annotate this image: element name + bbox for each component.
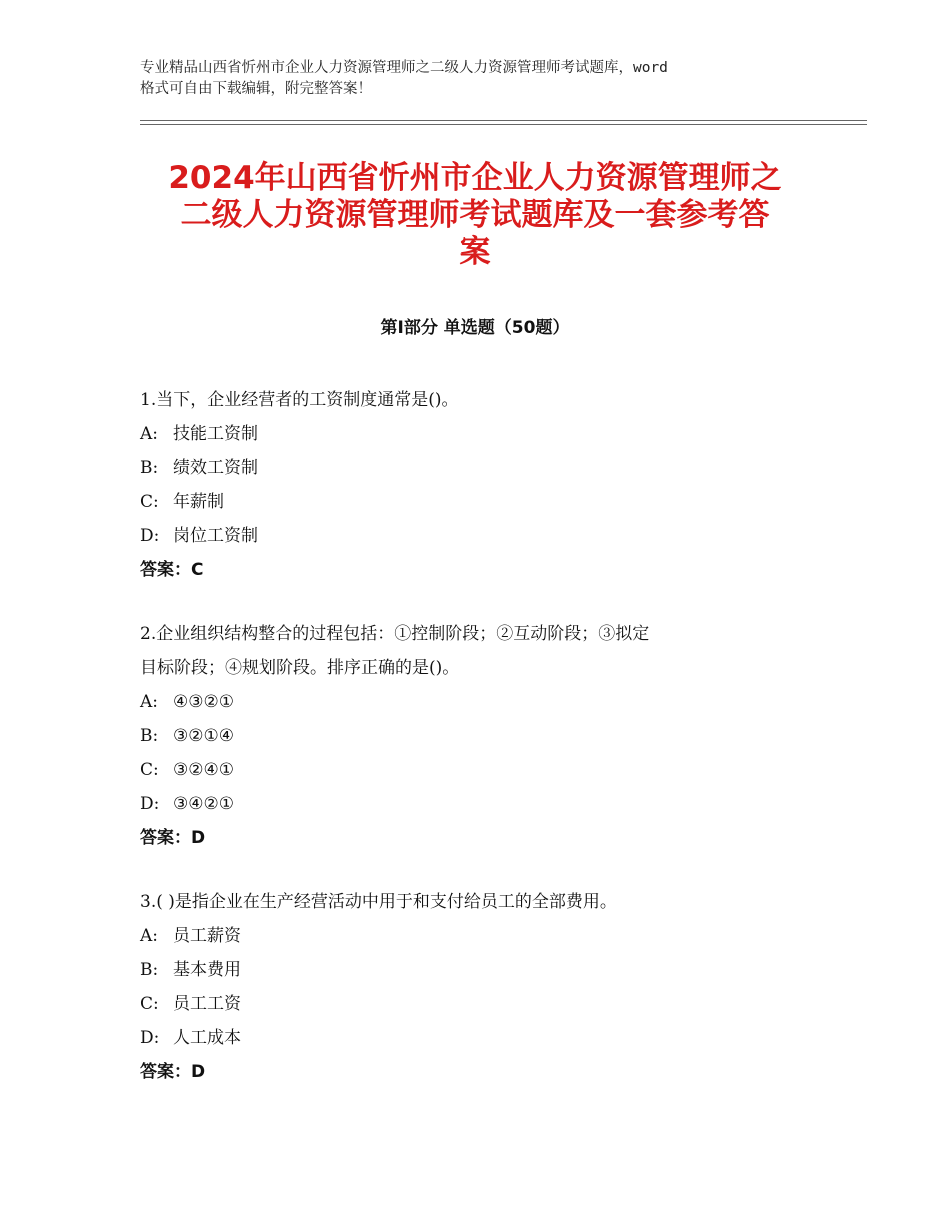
option-c (140, 485, 820, 519)
option-text: 人工成本 (173, 1028, 241, 1048)
option-text: ④③②① (173, 692, 234, 712)
option-text: ③②④① (173, 760, 234, 780)
option-letter: A: (140, 926, 159, 946)
option-letter: C: (140, 760, 159, 780)
option-text: 绩效工资制 (173, 458, 258, 478)
question-1 (140, 383, 820, 587)
option-a (140, 417, 820, 451)
option-text: 年薪制 (173, 492, 224, 512)
answer-line: 答案：C (140, 560, 204, 580)
option-text: ③②①④ (173, 726, 234, 746)
option-letter: A: (140, 692, 159, 712)
option-letter: C: (140, 994, 159, 1014)
option-letter: B: (140, 458, 159, 478)
option-a (140, 919, 820, 953)
option-letter: D: (140, 526, 160, 546)
header-note-line-1: 专业精品山西省忻州市企业人力资源管理师之二级人力资源管理师考试题库，word (140, 60, 668, 76)
question-stem: 2.企业组织结构整合的过程包括：①控制阶段；②互动阶段；③拟定 (140, 624, 650, 644)
question-list (140, 383, 820, 1119)
option-b (140, 719, 820, 753)
header-note-line-2: 格式可自由下载编辑，附完整答案！ (140, 81, 372, 97)
option-text: 岗位工资制 (173, 526, 258, 546)
header-divider-secondary (140, 124, 867, 125)
option-letter: D: (140, 1028, 160, 1048)
option-c (140, 987, 820, 1021)
question-stem-continued: 目标阶段；④规划阶段。排序正确的是()。 (140, 658, 460, 678)
option-text: 基本费用 (173, 960, 241, 980)
option-text: ③④②① (173, 794, 234, 814)
document-title-line-3: 案 (459, 234, 491, 270)
option-d (140, 787, 820, 821)
option-letter: C: (140, 492, 159, 512)
option-letter: B: (140, 726, 159, 746)
section-heading: 第Ⅰ部分 单选题（50题） (380, 318, 570, 338)
option-letter: D: (140, 794, 160, 814)
header-divider (140, 120, 867, 121)
question-stem: 3.( )是指企业在生产经营活动中用于和支付给员工的全部费用。 (140, 892, 617, 912)
question-stem: 1.当下，企业经营者的工资制度通常是()。 (140, 390, 459, 410)
option-c (140, 753, 820, 787)
answer-line: 答案：D (140, 828, 206, 848)
question-3 (140, 885, 820, 1089)
option-letter: B: (140, 960, 159, 980)
option-d (140, 1021, 820, 1055)
question-2 (140, 617, 820, 855)
document-title-line-2: 二级人力资源管理师考试题库及一套参考答 (180, 197, 770, 233)
document-title-line-1: 2024年山西省忻州市企业人力资源管理师之 (168, 160, 782, 196)
option-b (140, 451, 820, 485)
option-text: 员工薪资 (173, 926, 241, 946)
option-text: 员工工资 (173, 994, 241, 1014)
option-d (140, 519, 820, 553)
option-text: 技能工资制 (173, 424, 258, 444)
option-a (140, 685, 820, 719)
option-letter: A: (140, 424, 159, 444)
header-note (140, 58, 830, 100)
document-title (130, 160, 820, 271)
answer-line: 答案：D (140, 1062, 206, 1082)
option-b (140, 953, 820, 987)
